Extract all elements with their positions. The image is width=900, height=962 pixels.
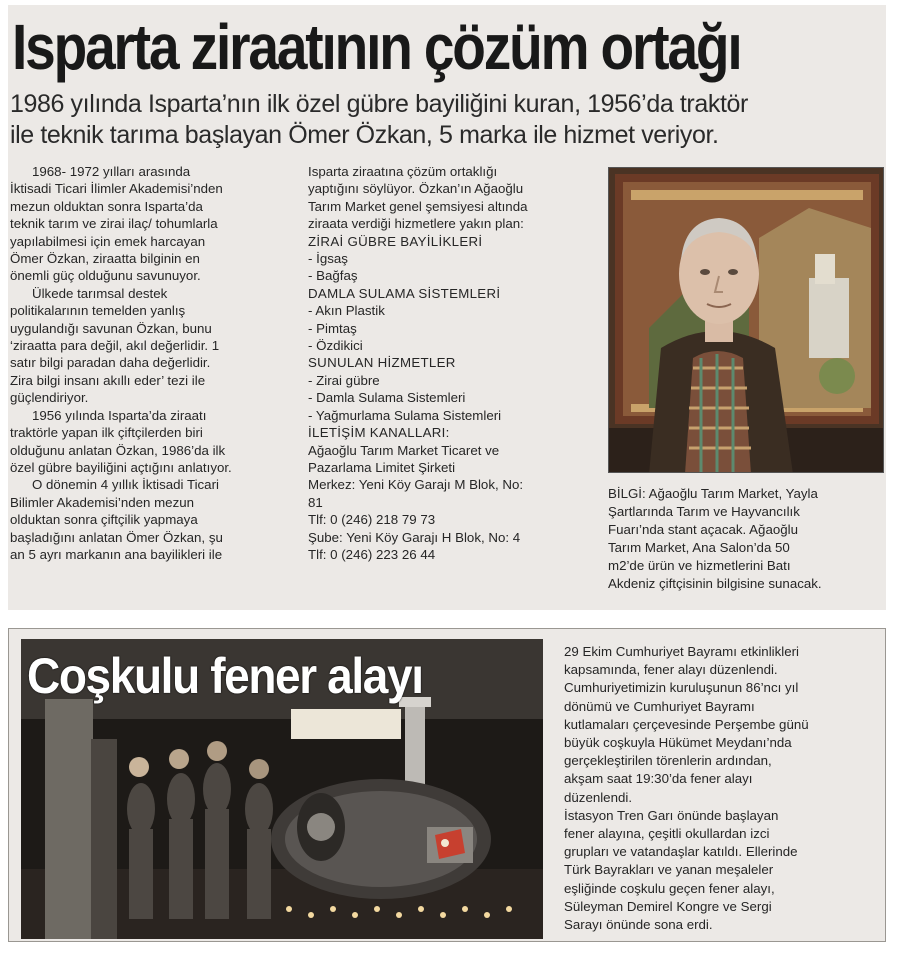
body-line: teknik tarım ve zirai ilaç/ tohumlarla xyxy=(10,216,218,232)
body-line: Türk Bayrakları ve yanan meşaleler xyxy=(564,862,774,878)
list-item: - Zirai gübre xyxy=(308,372,380,388)
body-line: Ülkede tarımsal destek xyxy=(32,285,168,301)
section-subhead: DAMLA SULAMA SİSTEMLERİ xyxy=(308,285,501,301)
body-line: politikalarının temelden yanlış xyxy=(10,303,186,319)
body-line: uygulandığı savunan Özkan, bunu xyxy=(10,320,212,336)
body-line: 29 Ekim Cumhuriyet Bayramı etkinlikleri xyxy=(564,644,799,659)
body-line: olduktan sonra çiftçilik yapmaya xyxy=(10,512,198,528)
body-line: yaptığını söylüyor. Özkan’ın Ağaoğlu xyxy=(308,181,524,197)
body-line: kapsamında, fener alayı düzenlendi. xyxy=(564,662,778,678)
list-item: - Pimtaş xyxy=(308,320,357,336)
subheadline-line: 1986 yılında Isparta’nın ilk özel gübre bayiliğini kuran, 1956’da traktör xyxy=(10,90,748,118)
body-line: olduğunu anlatan Özkan, 1986’da ilk xyxy=(10,442,226,458)
body-line: Bilimler Akademisi’nden mezun xyxy=(10,494,195,510)
headline: Isparta ziraatının çözüm ortağı xyxy=(12,11,741,83)
headline: Coşkulu fener alayı xyxy=(27,648,423,704)
body-line: önemli güç olduğunu savunuyor. xyxy=(10,268,201,284)
contact-line: Şube: Yeni Köy Garajı H Blok, No: 4 xyxy=(308,529,521,545)
body-line: satır bilgi paradan daha değerlidir. xyxy=(10,355,211,371)
body-line: Cumhuriyetimizin kuruluşunun 86’ncı yıl xyxy=(564,680,799,696)
list-item: - Yağmurlama Sulama Sistemleri xyxy=(308,407,502,423)
section-subhead: SUNULAN HİZMETLER xyxy=(308,355,456,371)
body-line: Tarım Market genel şemsiyesi altında xyxy=(308,198,528,214)
body-line: düzenlendi. xyxy=(564,789,633,805)
list-item: - Bağfaş xyxy=(308,268,358,284)
body-line: 1956 yılında Isparta’da ziraatı xyxy=(32,407,207,423)
body-line: Isparta ziraatına çözüm ortaklığı xyxy=(308,164,498,179)
body-line: eşliğinde coşkulu geçen fener alayı, xyxy=(564,880,775,896)
body-line: dönümü ve Cumhuriyet Bayramı xyxy=(564,698,755,714)
caption-line: Şartlarında Tarım ve Hayvancılık xyxy=(608,504,800,519)
subheadline xyxy=(10,89,886,151)
section-subhead: ZİRAİ GÜBRE BAYİLİKLERİ xyxy=(308,233,483,249)
caption-line: Akdeniz çiftçisinin bilgisine sunacak. xyxy=(608,576,822,591)
body-line: O dönemin 4 yıllık İktisadi Ticari xyxy=(32,477,219,493)
body-line: traktörle yapan ilk çiftçilerden biri xyxy=(10,425,203,441)
body-line: akşam saat 19:30’da fener alayı xyxy=(564,771,753,787)
parade-photo xyxy=(21,639,543,939)
list-item: - İgsaş xyxy=(308,251,348,267)
caption-line: m2’de ürün ve hizmetlerini Batı xyxy=(608,558,791,573)
body-line: ziraata verdiği hizmetlere yakın plan: xyxy=(308,216,524,232)
list-item: - Özdikici xyxy=(308,338,363,354)
body-column xyxy=(564,643,884,934)
body-line: kutlamaları çerçevesinde Perşembe günü xyxy=(564,716,809,732)
portrait-photo xyxy=(608,167,884,473)
photo-caption xyxy=(608,485,886,593)
body-line: Ömer Özkan, ziraatta bilginin en xyxy=(10,251,200,267)
body-line: İktisadi Ticari İlimler Akademisi’nden xyxy=(10,181,223,197)
body-line: fener alayına, çeşitli okullardan izci xyxy=(564,826,770,842)
caption-line: BİLGİ: Ağaoğlu Tarım Market, Yayla xyxy=(608,486,818,501)
body-line: Zira bilgi insanı akıllı eder’ tezi ile xyxy=(10,372,206,388)
section-subhead: İLETİŞİM KANALLARI: xyxy=(308,425,450,441)
body-column-1 xyxy=(10,163,300,563)
article-clipping-isparta xyxy=(8,5,886,610)
contact-line: Pazarlama Limitet Şirketi xyxy=(308,459,456,475)
contact-line: Tlf: 0 (246) 218 79 73 xyxy=(308,512,436,528)
caption-line: Tarım Market, Ana Salon’da 50 xyxy=(608,540,790,555)
body-line: an 5 ayrı markanın ana bayilikleri ile xyxy=(10,546,223,562)
body-line: İstasyon Tren Garı önünde başlayan xyxy=(564,807,779,823)
body-line: ‘ziraatta para değil, akıl değerlidir. 1 xyxy=(10,338,220,354)
subheadline-line: ile teknik tarıma başlayan Ömer Özkan, 5 marka ile hizmet veriyor. xyxy=(10,121,719,149)
body-line: Süleyman Demirel Kongre ve Sergi xyxy=(564,898,772,914)
body-column-2 xyxy=(308,163,598,563)
body-line: özel gübre bayiliğini açtığını anlatıyor. xyxy=(10,459,232,475)
list-item: - Damla Sulama Sistemleri xyxy=(308,390,466,406)
body-line: güçlendiriyor. xyxy=(10,390,89,406)
list-item: - Akın Plastik xyxy=(308,303,385,319)
contact-line: Merkez: Yeni Köy Garajı M Blok, No: xyxy=(308,477,524,493)
caption-line: Fuarı’nda stant açacak. Ağaoğlu xyxy=(608,522,798,537)
body-line: 1968- 1972 yılları arasında xyxy=(32,164,191,179)
contact-line: Ağaoğlu Tarım Market Ticaret ve xyxy=(308,442,500,458)
body-line: gerçekleştirilen törenlerin ardından, xyxy=(564,753,772,769)
body-line: mezun olduktan sonra Isparta’da xyxy=(10,198,203,214)
body-line: büyük coşkuyla Hükümet Meydanı’nda xyxy=(564,735,792,751)
article-clipping-fener-alayi xyxy=(8,628,886,942)
contact-line: Tlf: 0 (246) 223 26 44 xyxy=(308,546,436,562)
body-line: başladığını anlatan Ömer Özkan, şu xyxy=(10,529,223,545)
body-line: Sarayı önünde sona erdi. xyxy=(564,917,713,933)
body-line: grupları ve vatandaşlar katıldı. Ellerinde xyxy=(564,844,798,860)
portrait-illustration xyxy=(609,168,884,473)
contact-line: 81 xyxy=(308,494,323,510)
body-line: yapılabilmesi için emek harcayan xyxy=(10,233,206,249)
